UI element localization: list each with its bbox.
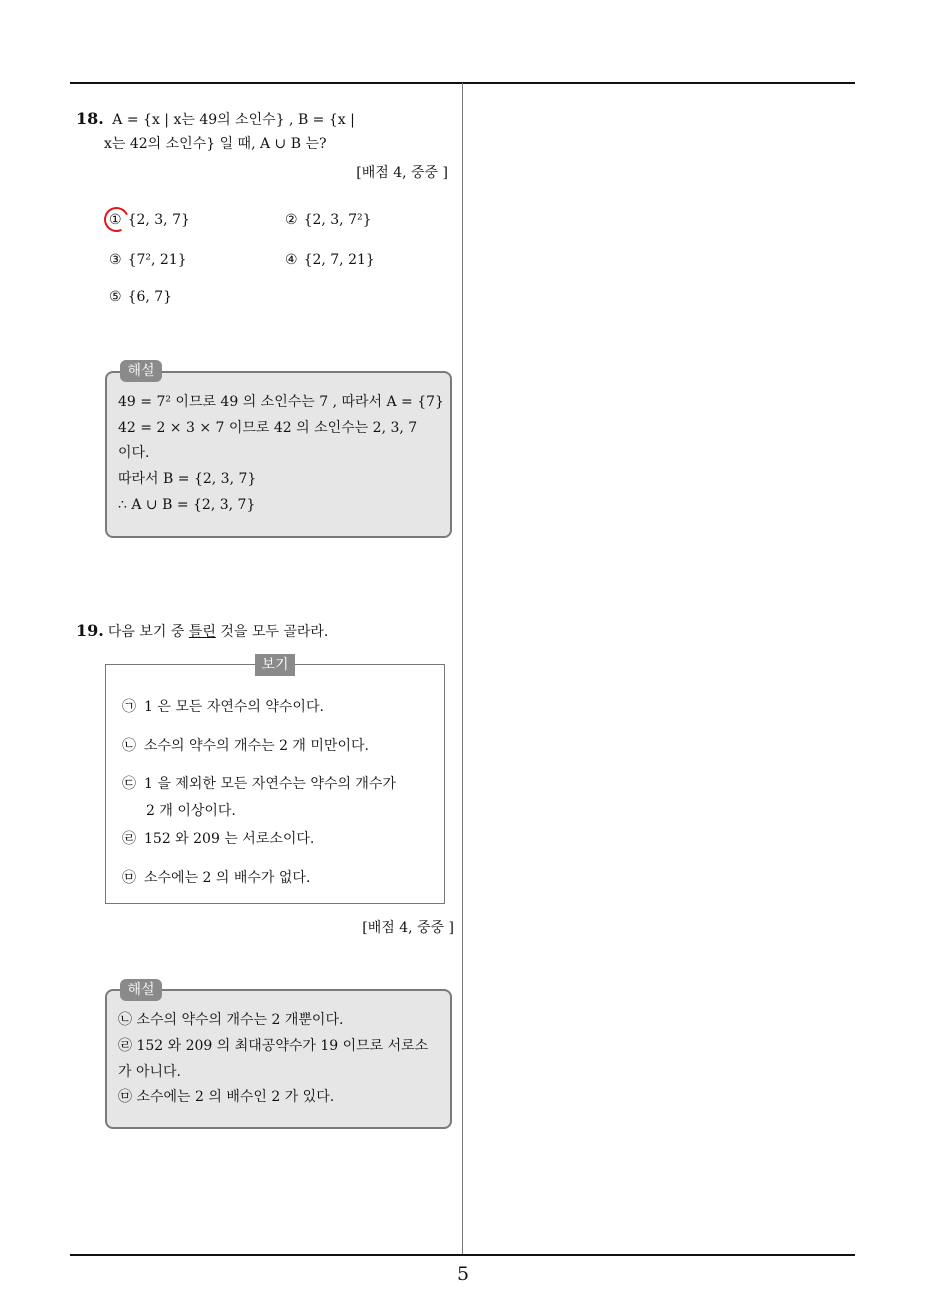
choice-text: {6, 7} <box>127 289 173 305</box>
choice-text: {2, 3, 7} <box>127 212 190 228</box>
q18-choice-4[interactable] <box>285 252 375 268</box>
choice-text: {2, 3, 7²} <box>303 212 372 228</box>
q19-solution-line-3: 가 아니다. <box>118 1064 181 1080</box>
item-text: 소수에는 2 의 배수가 없다. <box>144 870 311 886</box>
q18-solution-line-4: 따라서 B = {2, 3, 7} <box>118 471 257 487</box>
q19-item-2 <box>122 736 369 756</box>
q19-item-3 <box>122 774 396 794</box>
choice-text: {2, 7, 21} <box>303 252 375 268</box>
q18-stem-line2: x는 42의 소인수} 일 때, A ∪ B 는? <box>104 136 327 152</box>
q19-item-3-cont: 2 개 이상이다. <box>146 803 236 819</box>
choice-mark: ③ <box>109 252 122 268</box>
page-number: 5 <box>456 1263 470 1285</box>
item-mark: ㉡ <box>122 738 136 754</box>
q19-bogi-tab: 보기 <box>255 654 295 676</box>
q19-item-5 <box>122 868 310 888</box>
q19-solution-line-2: ㉣ 152 와 209 의 최대공약수가 19 이므로 서로소 <box>118 1038 429 1054</box>
item-text: 152 와 209 는 서로소이다. <box>144 831 315 847</box>
q18-solution-line-5: ∴ A ∪ B = {2, 3, 7} <box>118 497 256 513</box>
q18-number: 18. <box>76 109 104 128</box>
item-mark: ㉣ <box>122 831 136 847</box>
q19-item-4 <box>122 829 314 849</box>
q18-solution-line-2: 42 = 2 × 3 × 7 이므로 42 의 소인수는 2, 3, 7 <box>118 420 418 436</box>
q18-stem-line1 <box>76 109 355 130</box>
q19-number: 19. <box>76 621 104 640</box>
q18-choice-2[interactable] <box>285 212 372 228</box>
q18-solution-line-3: 이다. <box>118 445 150 461</box>
q19-stem-before: 다음 보기 중 <box>107 624 189 640</box>
q19-stem-underlined: 틀린 <box>188 624 216 640</box>
column-divider <box>462 83 463 1255</box>
q19-solution-tab: 해설 <box>120 979 162 1001</box>
q19-solution-line-4: ㉤ 소수에는 2 의 배수인 2 가 있다. <box>118 1089 335 1105</box>
q18-stem-text1: A = {x | x는 49의 소인수} , B = {x | <box>112 112 355 128</box>
q19-score: [배점 4, 중중 ] <box>362 920 454 936</box>
choice-mark: ① <box>109 212 122 228</box>
q19-stem-after: 것을 모두 골라라. <box>215 624 329 640</box>
item-text: 1 을 제외한 모든 자연수는 약수의 개수가 <box>144 776 396 792</box>
choice-text: {7², 21} <box>127 252 187 268</box>
q18-score: [배점 4, 중중 ] <box>356 165 448 181</box>
footer-rule <box>70 1254 855 1256</box>
item-text: 1 은 모든 자연수의 약수이다. <box>144 699 324 715</box>
choice-mark: ④ <box>285 252 298 268</box>
q18-solution-line-1: 49 = 7² 이므로 49 의 소인수는 7 , 따라서 A = {7} <box>118 394 444 410</box>
choice-mark: ⑤ <box>109 289 122 305</box>
item-mark: ㉤ <box>122 870 136 886</box>
item-text: 소수의 약수의 개수는 2 개 미만이다. <box>144 738 369 754</box>
q18-choice-1[interactable] <box>109 212 190 228</box>
q18-choice-5[interactable] <box>109 289 172 305</box>
item-mark: ㉢ <box>122 776 136 792</box>
q19-item-1 <box>122 697 324 717</box>
choice-mark: ② <box>285 212 298 228</box>
q18-solution-tab: 해설 <box>120 360 162 382</box>
q19-stem <box>76 621 328 642</box>
item-mark: ㉠ <box>122 699 136 715</box>
q19-solution-line-1: ㉡ 소수의 약수의 개수는 2 개뿐이다. <box>118 1012 344 1028</box>
q18-choice-3[interactable] <box>109 252 187 268</box>
